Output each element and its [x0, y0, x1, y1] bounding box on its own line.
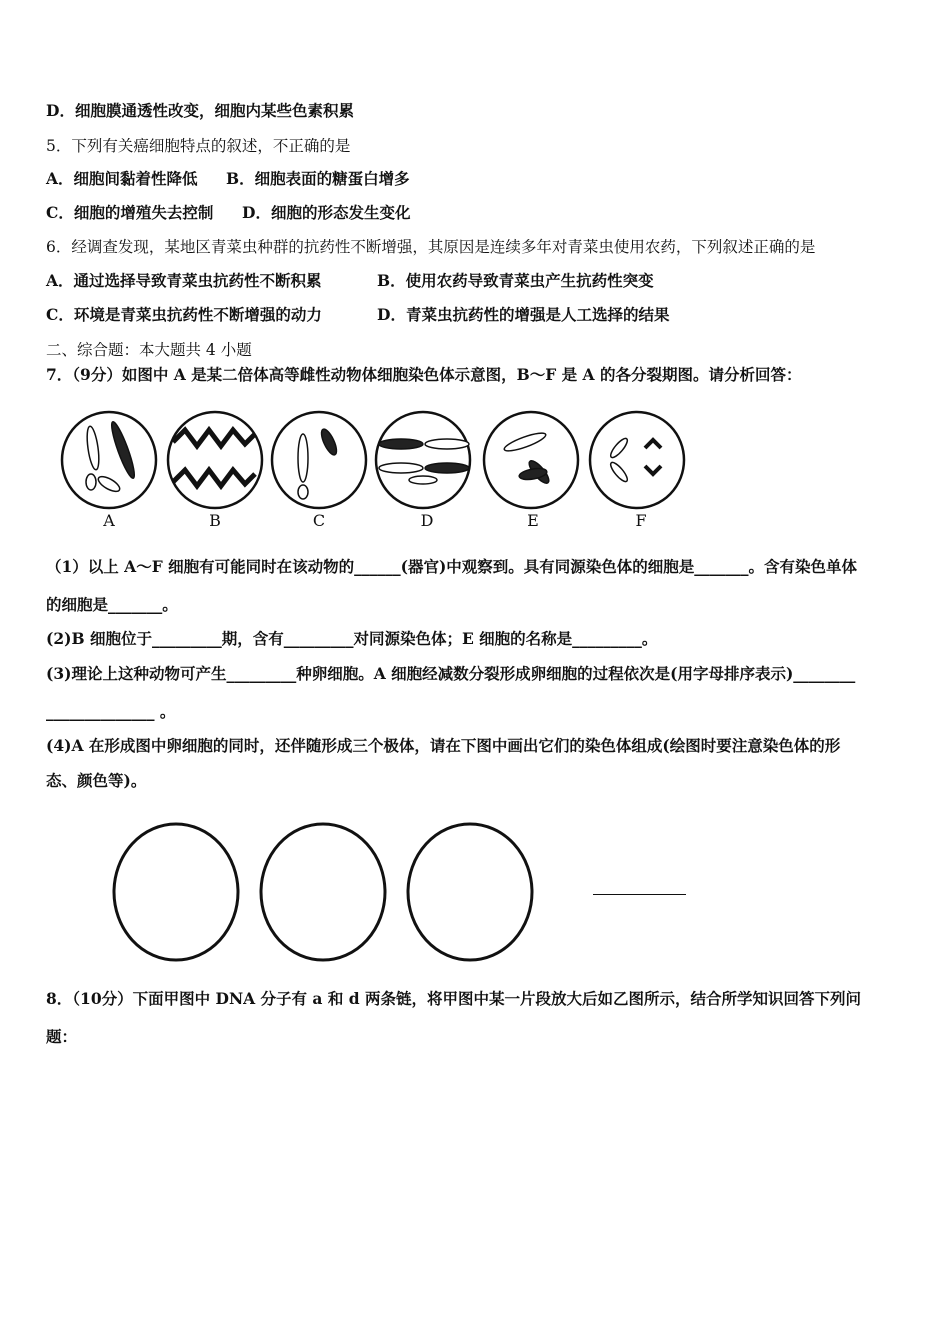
q7-part1-line1: （1）以上 A～F 细胞有可能同时在该动物的______(器官)中观察到。具有同源染色体的细胞是_______。含有染色单体	[46, 557, 858, 576]
q6-option-d: D．青菜虫抗药性的增强是人工选择的结果	[377, 305, 670, 324]
q7-part4-line1: (4)A 在形成图中卵细胞的同时，还伴随形成三个极体，请在下图中画出它们的染色体组成(绘图时要注意染色体的形	[46, 736, 841, 755]
cell-e-membrane	[484, 412, 578, 508]
cell-b-chromosomes	[173, 430, 255, 486]
q4-option-d: D．细胞膜通透性改变，细胞内某些色素积累	[46, 101, 354, 120]
empty-circle-3	[408, 824, 532, 960]
cell-d-chromosomes	[379, 439, 469, 484]
q6-option-c: C．环境是青菜虫抗药性不断增强的动力	[46, 305, 322, 324]
answer-blank-line[interactable]	[593, 894, 686, 895]
q7-part3-line1: (3)理论上这种动物可产生_________种卵细胞。A 细胞经减数分裂形成卵细胞的过程依次是(用字母排序表示)________	[46, 664, 856, 683]
cell-d-membrane	[376, 412, 470, 508]
q7-part3-line2: ______________ 。	[46, 702, 176, 721]
cell-c-membrane	[272, 412, 366, 508]
q7-part4-line2: 态、颜色等)。	[46, 771, 147, 790]
cell-label-d: D	[420, 511, 434, 530]
q5-option-a: A．细胞间黏着性降低	[46, 169, 198, 188]
q8-stem: 8．（10分）下面甲图中 DNA 分子有 a 和 d 两条链，将甲图中某一片段放大后如乙图所示，结合所学知识回答下列问	[46, 989, 862, 1008]
cell-b-membrane	[168, 412, 262, 508]
q7-part1-line2: 的细胞是_______。	[46, 595, 178, 614]
empty-circle-2	[261, 824, 385, 960]
cell-e-chromosomes	[503, 430, 552, 486]
cell-label-f: F	[635, 511, 647, 530]
q5-option-c: C．细胞的增殖失去控制	[46, 203, 214, 222]
q5-option-d: D．细胞的形态发生变化	[242, 203, 411, 222]
q6-option-a: A．通过选择导致青菜虫抗药性不断积累	[46, 271, 322, 290]
q7-stem: 7．（9分）如图中 A 是某二倍体高等雌性动物体细胞染色体示意图，B～F 是 A 的各分裂期图。请分析回答：	[46, 365, 802, 384]
q6-stem: 6．经调查发现，某地区青菜虫种群的抗药性不断增强，其原因是连续多年对青菜虫使用农药，下列叙述正确的是	[46, 238, 816, 256]
cell-f-membrane	[590, 412, 684, 508]
cell-label-a: A	[103, 511, 115, 530]
cell-label-c: C	[312, 511, 326, 530]
q8-stem-cont: 题：	[46, 1027, 78, 1046]
q5-stem: 5．下列有关癌细胞特点的叙述，不正确的是	[46, 137, 351, 155]
cell-f-chromosomes	[608, 436, 661, 484]
empty-circles-svg	[108, 822, 538, 967]
polar-body-drawing-area	[108, 822, 538, 967]
q7-part2: (2)B 细胞位于_________期，含有_________对同源染色体；E 细胞的名称是_________。	[46, 629, 658, 648]
q5-option-b: B．细胞表面的糖蛋白增多	[226, 169, 410, 188]
cell-a-chromosomes	[85, 420, 138, 494]
empty-circle-1	[114, 824, 238, 960]
cell-division-svg	[55, 408, 695, 538]
cell-label-b: B	[209, 511, 221, 530]
cell-c-chromosomes	[298, 427, 339, 499]
cell-label-e: E	[527, 511, 539, 530]
q6-option-b: B．使用农药导致青菜虫产生抗药性突变	[377, 271, 654, 290]
section-2-title: 二、综合题：本大题共 4 小题	[46, 341, 252, 359]
cell-division-figure	[55, 408, 695, 538]
cell-a-membrane	[62, 412, 156, 508]
